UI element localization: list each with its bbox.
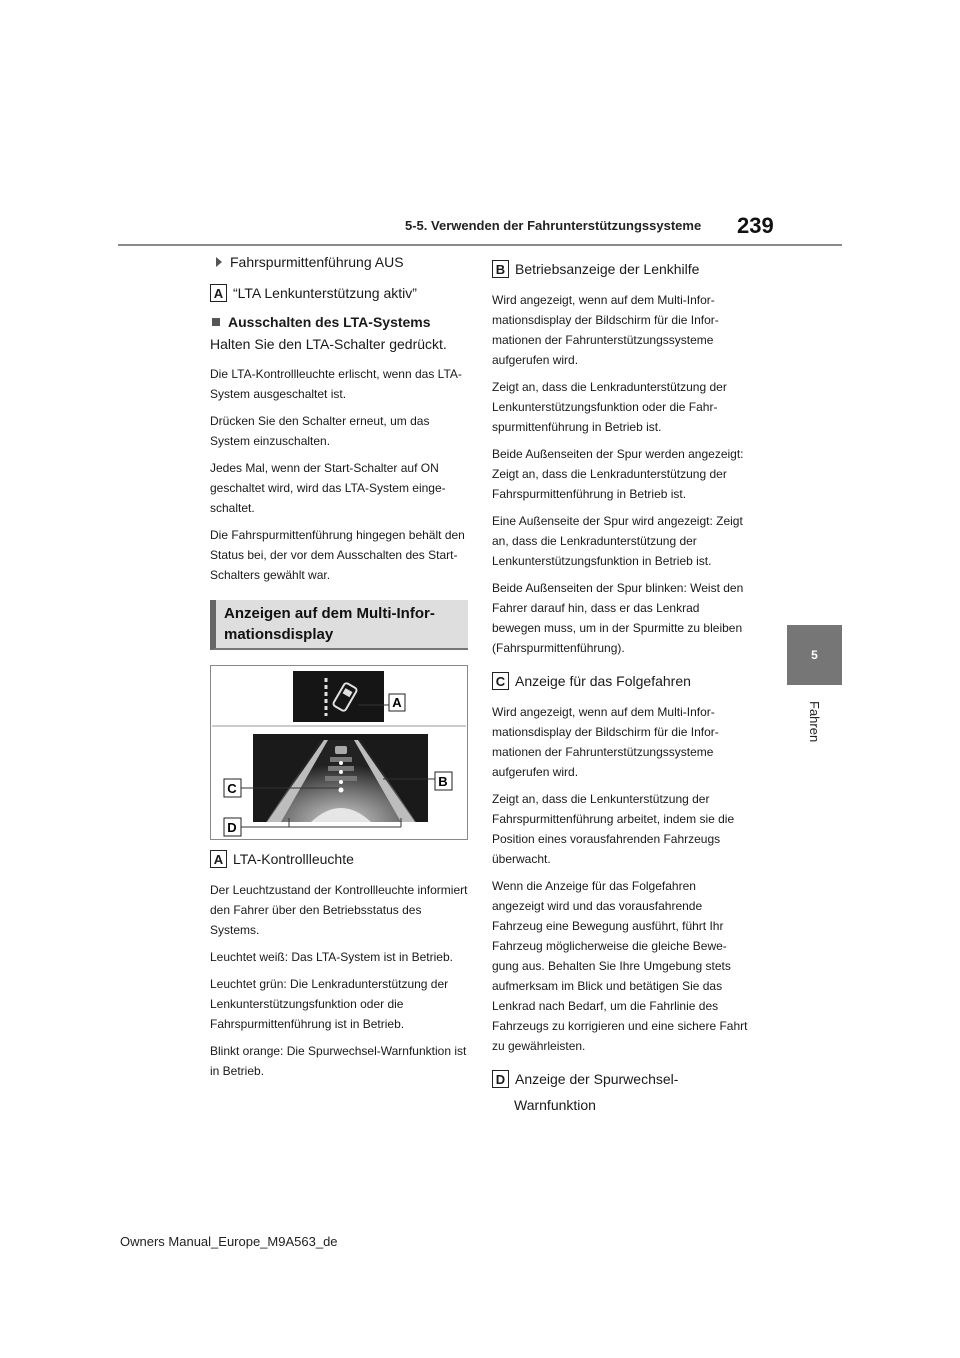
label-d-text-line1: Anzeige der Spurwechsel- (515, 1071, 679, 1087)
paragraph: Zeigt an, dass die Lenkradunterstützung der Lenkunterstützungsfunktion oder die Fahrspurmittenführung in Betrieb ist. (492, 380, 727, 434)
paragraph: Eine Außenseite der Spur wird angezeigt: Zeigt an, dass die Lenkradunterstützung der Lenkunterstützungsfunktion in Betrieb ist. (492, 514, 743, 568)
paragraph: Jedes Mal, wenn der Start-Schalter auf ON geschaltet wird, wird das LTA-System eingeschaltet. (210, 461, 446, 515)
instruction: Halten Sie den LTA-Schalter gedrückt. (210, 336, 447, 352)
paragraph: Die Fahrspurmittenführung hingegen behält den Status bei, der vor dem Ausschalten des Start-Schalters gewählt war. (210, 528, 465, 582)
chapter-label-box (787, 692, 842, 752)
chapter-number: 5 (811, 648, 818, 662)
left-lower-text (210, 850, 468, 1088)
callout-a-icon: A (210, 850, 227, 868)
follow-dot (339, 761, 343, 765)
label-a2-text: LTA-Kontrollleuchte (233, 851, 354, 867)
label-b-text: Betriebsanzeige der Lenkhilfe (515, 261, 700, 277)
paragraph: Beide Außenseiten der Spur blinken: Weist den Fahrer darauf hin, dass er das Lenkrad bewegen muss, um in der Spurmitte zu bleiben (Fahrspurmittenführung). (492, 581, 744, 655)
paragraph: Der Leuchtzustand der Kontrollleuchte informiert den Fahrer über den Betriebsstatus des Systems. (210, 883, 468, 937)
page-number: 239 (737, 213, 774, 238)
paragraph: Wird angezeigt, wenn auf dem Multi-Informationsdisplay der Bildschirm für die Informationen der Fahrunterstützungssysteme aufgerufen wird. (492, 705, 719, 779)
paragraph: Zeigt an, dass die Lenkunterstützung der Fahrspurmittenführung arbeitet, indem sie die Position eines vorausfahrenden Fahrzeugs überwacht. (492, 792, 735, 866)
callout-c-icon: C (492, 672, 509, 690)
label-d-item (492, 1070, 748, 1088)
right-column (492, 260, 748, 1116)
chapter-tab[interactable] (787, 625, 842, 685)
bullet-heading (210, 254, 468, 270)
section-heading-line1: Anzeigen auf dem Multi-Infor- (224, 605, 435, 622)
label-a-item (210, 284, 468, 302)
header-divider (118, 244, 842, 246)
bullet-heading-text: Fahrspurmittenführung AUS (230, 254, 404, 270)
chapter-label: Fahren (807, 701, 822, 743)
square-bullet-icon (212, 318, 220, 326)
paragraph: Drücken Sie den Schalter erneut, um das System einzuschalten. (210, 414, 430, 448)
display-illustration (210, 665, 468, 840)
subheading-text: Ausschalten des LTA-Systems (228, 314, 431, 330)
follow-dot (339, 770, 343, 774)
paragraph: Wird angezeigt, wenn auf dem Multi-Informationsdisplay der Bildschirm für die Informationen der Fahrunterstützungssysteme aufgerufen wird. (492, 293, 719, 367)
callout-b-text: B (438, 774, 448, 789)
label-a2-item (210, 850, 468, 868)
callout-b-icon: B (492, 260, 509, 278)
running-header-title: 5-5. Verwenden der Fahrunterstützungssysteme (405, 218, 702, 233)
callout-a-text: A (392, 695, 402, 710)
label-c-text: Anzeige für das Folgefahren (515, 673, 691, 689)
callout-d-icon: D (492, 1070, 509, 1088)
subheading (210, 314, 468, 330)
section-heading (210, 600, 468, 650)
preceding-vehicle-icon (335, 746, 347, 754)
paragraph: Leuchtet grün: Die Lenkradunterstützung der Lenkunterstützungsfunktion oder die Fahrspurmittenführung ist in Betrieb. (210, 977, 449, 1031)
callout-d-text: D (227, 820, 237, 835)
paragraph: Beide Außenseiten der Spur werden angezeigt: Zeigt an, dass die Lenkradunterstützung der Fahrspurmittenführung in Betrieb ist. (492, 447, 744, 501)
label-c-item (492, 672, 748, 690)
callout-a-icon: A (210, 284, 227, 302)
follow-dot (339, 788, 344, 793)
paragraph: Blinkt orange: Die Spurwechsel-Warnfunktion ist in Betrieb. (210, 1044, 467, 1078)
label-b-item (492, 260, 748, 278)
callout-c-text: C (227, 781, 237, 796)
paragraph: Wenn die Anzeige für das Folgefahren angezeigt wird und das vorausfahrende Fahrzeug eine Bewegung ausführt, führt Ihr Fahrzeug möglicherweise die gleiche Bewegung aus. Behalten Sie Ihre Umgebung stets aufmerksam im Blick und betätigen Sie das Lenkrad nach Bedarf, um die Fahrlinie des Fahrzeugs zu korrigieren und eine sichere Fahrt zu gewährleisten. (492, 879, 748, 1053)
paragraph: Leuchtet weiß: Das LTA-System ist in Betrieb. (210, 950, 453, 964)
paragraph: Die LTA-Kontrollleuchte erlischt, wenn das LTA-System ausgeschaltet ist. (210, 367, 462, 401)
follow-dot (339, 780, 343, 784)
triangle-bullet-icon (216, 257, 222, 267)
section-heading-line2: mationsdisplay (224, 626, 334, 643)
lta-indicator-screen (293, 671, 384, 722)
display-illustration-svg (211, 666, 467, 839)
document-id: Owners Manual_Europe_M9A563_de (120, 1234, 338, 1249)
label-d-text-line2: Warnfunktion (514, 1097, 596, 1113)
label-a-text: “LTA Lenkunterstützung aktiv” (233, 285, 417, 301)
